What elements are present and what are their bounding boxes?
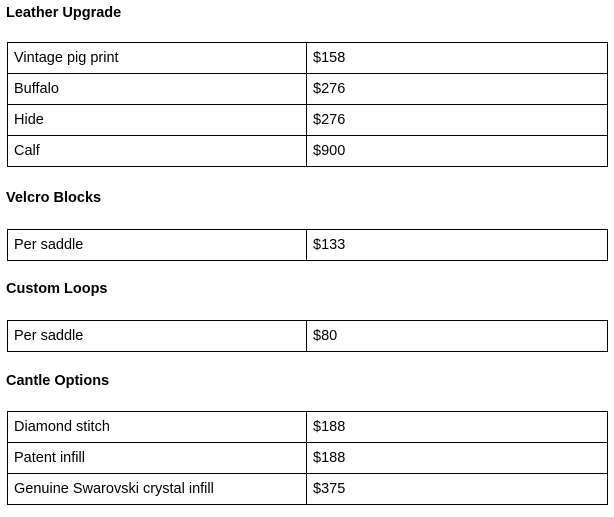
item-name: Genuine Swarovski crystal infill xyxy=(8,474,307,505)
item-price: $276 xyxy=(307,105,608,136)
table-row xyxy=(8,74,608,105)
item-name: Buffalo xyxy=(8,74,307,105)
item-name: Patent infill xyxy=(8,443,307,474)
table-row xyxy=(8,474,608,505)
table-row xyxy=(8,105,608,136)
item-price: $158 xyxy=(307,43,608,74)
section-title-leather-upgrade: Leather Upgrade xyxy=(6,5,122,21)
table-row xyxy=(8,136,608,167)
item-name: Per saddle xyxy=(8,230,307,261)
table-row xyxy=(8,412,608,443)
item-name: Hide xyxy=(8,105,307,136)
item-name: Calf xyxy=(8,136,307,167)
table-row xyxy=(8,321,608,352)
section-title-cantle-options: Cantle Options xyxy=(6,373,110,389)
item-price: $133 xyxy=(307,230,608,261)
cantle-options-table xyxy=(7,411,608,505)
item-price: $276 xyxy=(307,74,608,105)
section-title-custom-loops: Custom Loops xyxy=(6,281,108,297)
table-row xyxy=(8,43,608,74)
item-name: Vintage pig print xyxy=(8,43,307,74)
item-price: $900 xyxy=(307,136,608,167)
custom-loops-table xyxy=(7,320,608,352)
table-row xyxy=(8,443,608,474)
item-price: $188 xyxy=(307,443,608,474)
item-price: $375 xyxy=(307,474,608,505)
velcro-blocks-table xyxy=(7,229,608,261)
item-name: Diamond stitch xyxy=(8,412,307,443)
item-price: $188 xyxy=(307,412,608,443)
item-name: Per saddle xyxy=(8,321,307,352)
section-title-velcro-blocks: Velcro Blocks xyxy=(6,190,102,206)
item-price: $80 xyxy=(307,321,608,352)
table-row xyxy=(8,230,608,261)
leather-upgrade-table xyxy=(7,42,608,167)
